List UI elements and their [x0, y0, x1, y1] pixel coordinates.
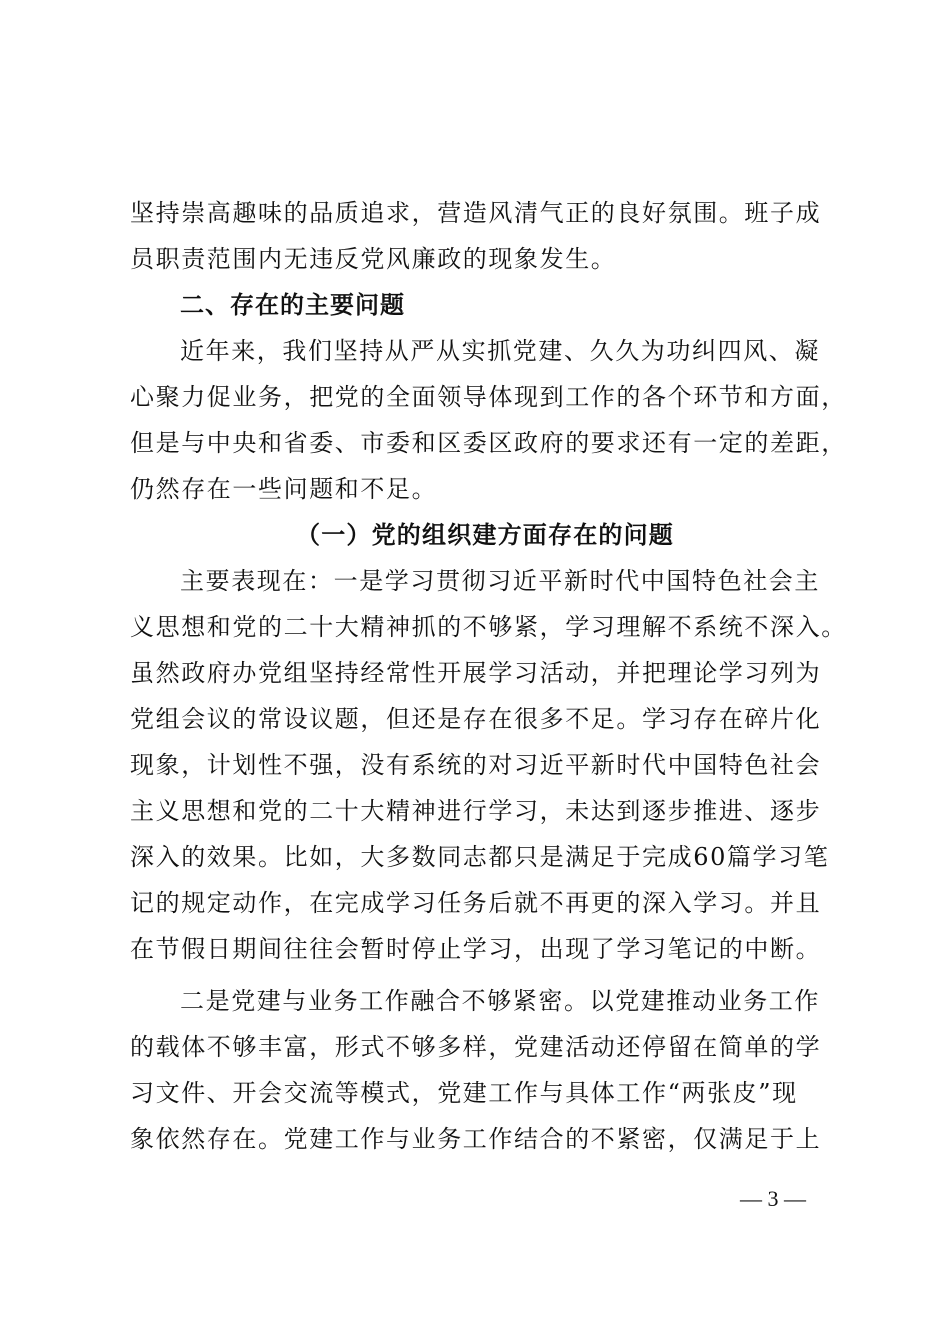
document-body [130, 190, 847, 1162]
page-number: — 3 — [740, 1186, 806, 1211]
text-line: 二是党建与业务工作融合不够紧密。以党建推动业务工作 [180, 987, 820, 1015]
text-line: 义思想和党的二十大精神抓的不够紧，学习理解不系统不深入。 [130, 613, 847, 641]
text-line: 心聚力促业务，把党的全面领导体现到工作的各个环节和方面， [130, 383, 847, 411]
text-line: 虽然政府办党组坚持经常性开展学习活动，并把理论学习列为 [130, 659, 822, 687]
text-line: 深入的效果。比如，大多数同志都只是满足于完成60篇学习笔 [130, 843, 830, 871]
text-line: 习文件、开会交流等模式，党建工作与具体工作“两张皮”现 [130, 1079, 798, 1107]
text-line: 员职责范围内无违反党风廉政的现象发生。 [130, 245, 617, 273]
section-heading: 二、存在的主要问题 [180, 291, 405, 319]
text-line: 近年来，我们坚持从严从实抓党建、久久为功纠四风、凝 [180, 337, 820, 365]
text-line: 党组会议的常设议题，但还是存在很多不足。学习存在碎片化 [130, 705, 822, 733]
text-line: 象依然存在。党建工作与业务工作结合的不紧密，仅满足于上 [130, 1125, 822, 1153]
text-line: 但是与中央和省委、市委和区委区政府的要求还有一定的差距， [130, 429, 847, 457]
text-line: 仍然存在一些问题和不足。 [130, 475, 438, 503]
text-line: 现象，计划性不强，没有系统的对习近平新时代中国特色社会 [130, 751, 822, 779]
text-line: 坚持崇高趣味的品质追求，营造风清气正的良好氛围。班子成 [130, 199, 822, 227]
text-line: 的载体不够丰富，形式不够多样，党建活动还停留在简单的学 [130, 1033, 822, 1061]
text-line: 主要表现在：一是学习贯彻习近平新时代中国特色社会主 [180, 567, 820, 595]
text-line: 记的规定动作，在完成学习任务后就不再更的深入学习。并且 [130, 889, 822, 917]
text-line: 在节假日期间往往会暂时停止学习，出现了学习笔记的中断。 [130, 935, 822, 963]
subsection-heading: （一）党的组织建方面存在的问题 [296, 520, 674, 549]
text-line: 主义思想和党的二十大精神进行学习，未达到逐步推进、逐步 [130, 797, 822, 825]
